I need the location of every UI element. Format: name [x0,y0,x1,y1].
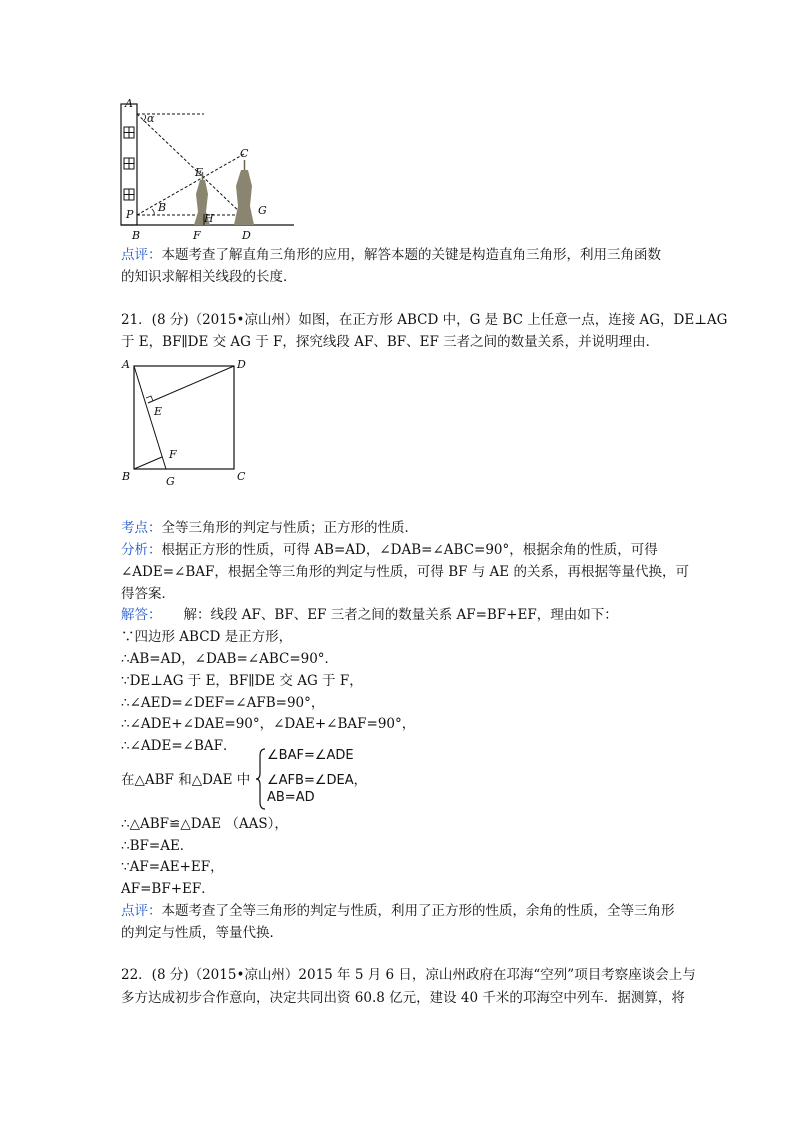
dianping-line2: 的判定与性质，等量代换． [121,925,283,941]
segment-BF [134,457,162,469]
square-outline [134,366,234,469]
kaodian-label: 考点： [121,520,162,536]
dianping-label: 点评： [121,903,162,919]
label-C: C [237,470,246,483]
system-row: ∠BAF=∠ADE [267,748,354,763]
system-lead: 在△ABF 和△DAE 中 [121,772,251,788]
pagoda-large-icon [234,160,254,225]
sight-lines [137,114,244,216]
figure-square-abcd [116,354,256,490]
label-A: A [125,97,133,110]
jieda-step: ∴∠ADE+∠DAE=90°，∠DAE+∠BAF=90°， [121,716,416,732]
question-22-line2: 多方达成初步合作意向，决定共同出资 60.8 亿元，建设 40 千米的邛海空中列车．据测算，将 [121,990,685,1006]
question-21-line2: 于 E，BF∥DE 交 AG 于 F，探究线段 AF、BF、EF 三者之间的数量关系，并说明理由． [121,334,660,350]
label-A: A [122,358,130,371]
label-B: B [132,229,141,242]
label-F: F [169,448,177,461]
comment-q20-line2: 的知识求解相关线段的长度． [121,269,297,285]
segment-DE [148,366,234,403]
label-B: B [122,470,131,483]
label-E: E [154,405,163,418]
building-windows [124,127,134,200]
jieda-step: ∵DE⊥AG 于 E，BF∥DE 交 AG 于 F， [121,673,363,689]
jieda-after-step: ∴BF=AE． [121,838,194,854]
question-21-line1: 21．(8 分)（2015•凉山州）如图，在正方形 ABCD 中，G 是 BC 上任意一点，连接 AG，DE⊥AG [121,312,728,328]
dianping-line1: 点评：本题考查了全等三角形的判定与性质，利用了正方形的性质，余角的性质，全等三角形 [121,903,675,919]
left-brace-icon [256,748,266,810]
label-G: G [258,204,267,217]
label-alpha: α [147,112,155,125]
comment-label: 点评： [121,247,162,263]
right-angle-mark [146,396,153,401]
fenxi-line2: ∠ADE=∠BAF，根据全等三角形的判定与性质，可得 BF 与 AE 的关系，再根据等量代换，可 [121,564,689,580]
label-D: D [237,358,246,371]
jieda-label: 解答： [121,607,162,623]
jieda-step: ∵四边形 ABCD 是正方形， [121,629,293,645]
jieda-after-step: AF=BF+EF． [121,881,215,897]
jieda-step: ∴AB=AD，∠DAB=∠ABC=90°． [121,651,339,667]
label-P: P [126,208,134,221]
system-row: AB=AD [267,790,315,805]
question-22-line1: 22．(8 分)（2015•凉山州）2015 年 5 月 6 日，凉山州政府在邛海“空列”项目考察座谈会上与 [121,967,696,983]
jieda-step: ∴∠ADE=∠BAF． [121,738,237,754]
label-B-prime: B [158,201,167,214]
label-C: C [240,147,249,160]
figure-building-pagodas [112,94,312,242]
label-H: H [204,212,214,225]
label-E: E [195,166,204,179]
label-F: F [193,229,201,242]
jieda-intro-line: 解答： 解：线段 AF、BF、EF 三者之间的数量关系 AF=BF+EF，理由如下： [121,607,618,623]
label-G: G [166,475,175,488]
jieda-step: ∴∠AED=∠DEF=∠AFB=90°， [121,695,325,711]
fenxi-line3: 得答案． [121,586,175,602]
congruence-system [121,748,421,810]
fenxi-label: 分析： [121,542,162,558]
comment-q20-line1: 点评：本题考查了解直角三角形的应用，解答本题的关键是构造直角三角形，利用三角函数 [121,247,661,263]
jieda-after-step: ∵AF=AE+EF， [121,859,224,875]
fenxi-line1: 分析：根据正方形的性质，可得 AB=AD，∠DAB=∠ABC=90°，根据余角的性质，可得 [121,542,658,558]
label-D: D [242,229,251,242]
system-row: ∠AFB=∠DEA， [267,773,367,788]
jieda-after-step: ∴△ABF≌△DAE （AAS）， [121,816,288,832]
kaodian-line: 考点：全等三角形的判定与性质；正方形的性质． [121,520,418,536]
